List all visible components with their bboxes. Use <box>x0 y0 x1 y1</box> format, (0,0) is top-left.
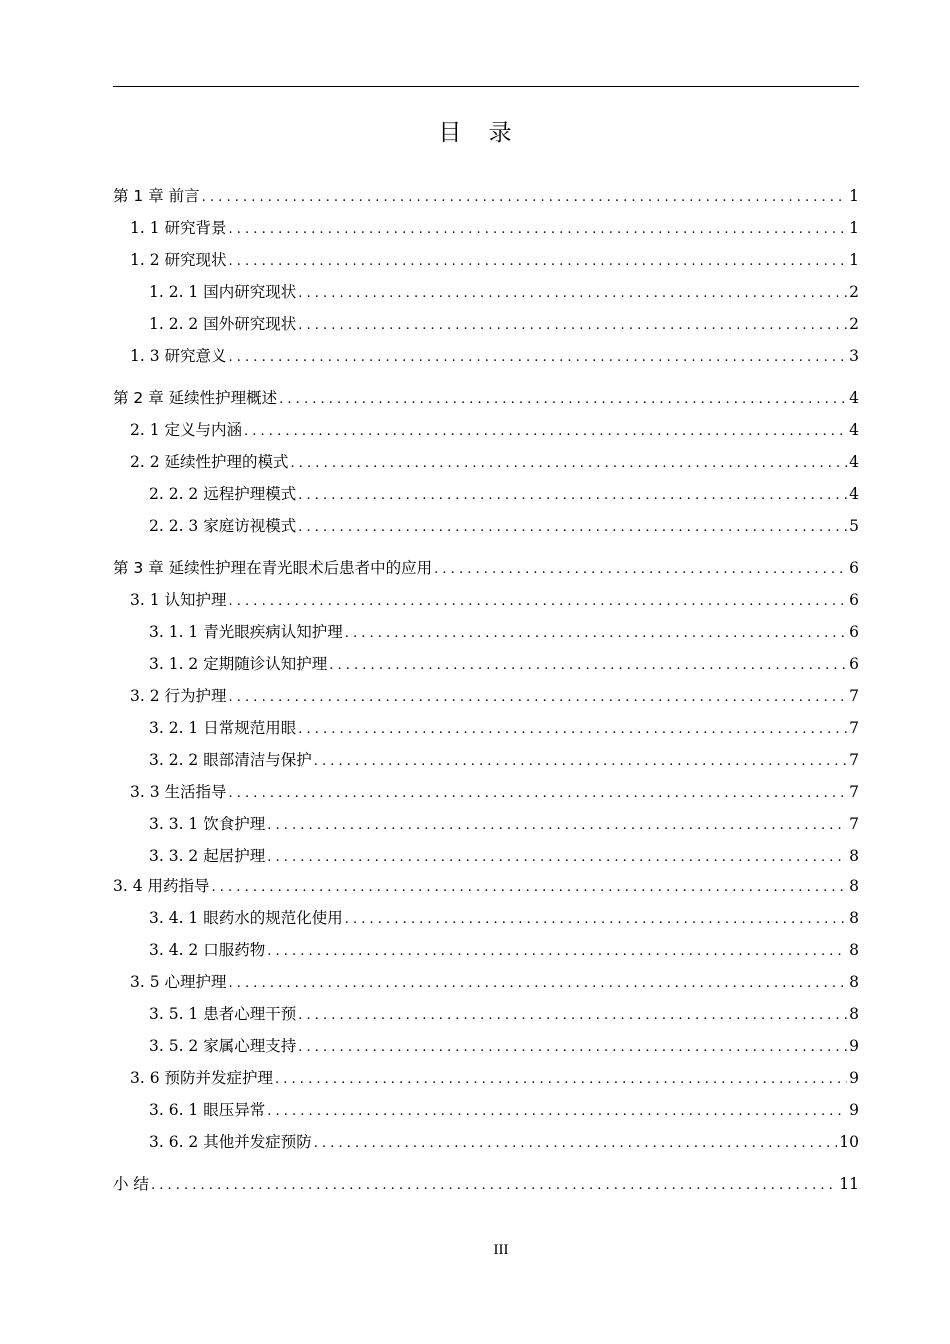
toc-entry-label: 3. 1. 1 青光眼疾病认知护理 <box>149 623 343 641</box>
toc-dot-leader <box>298 1036 847 1060</box>
toc-entry[interactable] <box>130 450 859 474</box>
toc-dot-leader <box>329 654 847 678</box>
toc-entry[interactable] <box>113 874 859 898</box>
toc-entry-page: 7 <box>849 783 859 801</box>
toc-entry-label: 3. 6 预防并发症护理 <box>130 1069 274 1087</box>
page-number: III <box>493 1242 509 1258</box>
toc-dot-leader <box>291 452 848 476</box>
toc-entry[interactable] <box>130 216 859 240</box>
toc-dot-leader <box>298 718 847 742</box>
toc-dot-leader <box>345 622 847 646</box>
toc-entry-label: 3. 4. 1 眼药水的规范化使用 <box>149 909 343 927</box>
toc-dot-leader <box>244 420 847 444</box>
toc-dot-leader <box>202 186 847 210</box>
toc-entry[interactable] <box>130 344 859 368</box>
toc-dot-leader <box>229 346 848 370</box>
toc-entry-page: 9 <box>849 1069 859 1087</box>
toc-entry-page: 10 <box>839 1133 859 1151</box>
toc-entry-label: 3. 4. 2 口服药物 <box>149 941 266 959</box>
toc-dot-leader <box>298 516 847 540</box>
toc-entry-label: 3. 1. 2 定期随诊认知护理 <box>149 655 328 673</box>
toc-entry[interactable] <box>113 1172 859 1196</box>
toc-dot-leader <box>298 1004 847 1028</box>
toc-dot-leader <box>275 1068 847 1092</box>
toc-entry-label: 1. 2. 2 国外研究现状 <box>149 315 297 333</box>
header-rule <box>113 86 859 87</box>
toc-entry-label: 2. 2. 2 远程护理模式 <box>149 485 297 503</box>
toc-entry-page: 7 <box>849 719 859 737</box>
toc-entry[interactable] <box>149 1002 859 1026</box>
toc-entry[interactable] <box>149 1130 859 1154</box>
toc-dot-leader <box>298 484 847 508</box>
toc-dot-leader <box>267 940 847 964</box>
toc-entry[interactable] <box>149 1098 859 1122</box>
toc-dot-leader <box>267 814 847 838</box>
toc-entry-label: 3. 2. 2 眼部清洁与保护 <box>149 751 312 769</box>
toc-entry[interactable] <box>149 482 859 506</box>
toc-dot-leader <box>151 1174 837 1198</box>
toc-entry[interactable] <box>130 418 859 442</box>
toc-entry-label: 3. 6. 2 其他并发症预防 <box>149 1133 312 1151</box>
toc-dot-leader <box>229 218 848 242</box>
toc-entry-page: 9 <box>849 1037 859 1055</box>
toc-entry-page: 8 <box>849 1005 859 1023</box>
toc-entry-page: 9 <box>849 1101 859 1119</box>
toc-dot-leader <box>229 686 848 710</box>
toc-dot-leader <box>298 282 847 306</box>
toc-dot-leader <box>279 388 847 412</box>
toc-dot-leader <box>229 972 848 996</box>
toc-dot-leader <box>212 876 848 900</box>
toc-entry[interactable] <box>130 588 859 612</box>
toc-entry-page: 8 <box>849 941 859 959</box>
toc-entry-label: 2. 2. 3 家庭访视模式 <box>149 517 297 535</box>
toc-dot-leader <box>314 750 847 774</box>
toc-entry[interactable] <box>130 1066 859 1090</box>
toc-dot-leader <box>298 314 847 338</box>
toc-entry-label: 3. 2. 1 日常规范用眼 <box>149 719 297 737</box>
toc-entry-page: 1 <box>849 187 859 205</box>
toc-entry-label: 第 1 章 前言 <box>113 187 200 205</box>
toc-entry-page: 7 <box>849 687 859 705</box>
toc-entry[interactable] <box>149 312 859 336</box>
toc-entry-label: 3. 5. 2 家属心理支持 <box>149 1037 297 1055</box>
toc-entry-label: 小 结 <box>113 1175 149 1193</box>
toc-entry-page: 7 <box>849 751 859 769</box>
toc-entry-label: 3. 3. 1 饮食护理 <box>149 815 266 833</box>
toc-dot-leader <box>229 590 848 614</box>
toc-dot-leader <box>267 846 847 870</box>
toc-entry-label: 1. 3 研究意义 <box>130 347 227 365</box>
toc-entry[interactable] <box>149 716 859 740</box>
toc-entry-label: 3. 5. 1 患者心理干预 <box>149 1005 297 1023</box>
toc-entry-label: 2. 1 定义与内涵 <box>130 421 243 439</box>
toc-entry-label: 1. 2 研究现状 <box>130 251 227 269</box>
toc-entry-label: 3. 1 认知护理 <box>130 591 227 609</box>
toc-entry-page: 8 <box>849 877 859 895</box>
toc-entry[interactable] <box>130 248 859 272</box>
toc-entry-label: 3. 4 用药指导 <box>113 877 210 895</box>
toc-entry-page: 1 <box>849 219 859 237</box>
toc-entry-page: 4 <box>849 485 859 503</box>
toc-entry-label: 第 2 章 延续性护理概述 <box>113 389 278 407</box>
toc-entry-page: 6 <box>849 559 859 577</box>
toc-entry-label: 3. 5 心理护理 <box>130 973 227 991</box>
page-title: 目 录 <box>438 120 522 146</box>
toc-dot-leader <box>229 782 848 806</box>
toc-entry[interactable] <box>113 386 859 410</box>
toc-entry-label: 3. 2 行为护理 <box>130 687 227 705</box>
toc-entry[interactable] <box>130 970 859 994</box>
toc-entry-page: 4 <box>849 421 859 439</box>
toc-entry-page: 6 <box>849 591 859 609</box>
toc-entry[interactable] <box>149 1034 859 1058</box>
toc-entry[interactable] <box>130 780 859 804</box>
toc-entry-label: 3. 6. 1 眼压异常 <box>149 1101 266 1119</box>
toc-entry-page: 4 <box>849 389 859 407</box>
toc-entry-page: 11 <box>839 1175 859 1193</box>
toc-entry-page: 4 <box>849 453 859 471</box>
toc-entry[interactable] <box>149 812 859 836</box>
toc-dot-leader <box>267 1100 847 1124</box>
toc-entry[interactable] <box>130 684 859 708</box>
toc-entry-label: 3. 3. 2 起居护理 <box>149 847 266 865</box>
toc-entry-page: 6 <box>849 623 859 641</box>
toc-entry-page: 7 <box>849 815 859 833</box>
toc-entry[interactable] <box>113 556 859 580</box>
toc-entry-page: 1 <box>849 251 859 269</box>
toc-entry-page: 6 <box>849 655 859 673</box>
toc-dot-leader <box>434 558 847 582</box>
toc-entry[interactable] <box>149 514 859 538</box>
toc-entry-page: 8 <box>849 909 859 927</box>
toc-entry-page: 3 <box>849 347 859 365</box>
toc-entry-label: 1. 1 研究背景 <box>130 219 227 237</box>
toc-entry-label: 3. 3 生活指导 <box>130 783 227 801</box>
toc-entry-page: 8 <box>849 847 859 865</box>
toc-entry[interactable] <box>149 280 859 304</box>
toc-entry-page: 8 <box>849 973 859 991</box>
toc-entry[interactable] <box>113 184 859 208</box>
toc-entry-label: 第 3 章 延续性护理在青光眼术后患者中的应用 <box>113 559 433 577</box>
toc-dot-leader <box>345 908 847 932</box>
toc-entry[interactable] <box>149 906 859 930</box>
toc-entry[interactable] <box>149 938 859 962</box>
toc-entry-label: 1. 2. 1 国内研究现状 <box>149 283 297 301</box>
toc-entry-page: 2 <box>849 283 859 301</box>
toc-dot-leader <box>229 250 848 274</box>
toc-entry[interactable] <box>149 652 859 676</box>
toc-entry-page: 2 <box>849 315 859 333</box>
toc-entry[interactable] <box>149 620 859 644</box>
toc-dot-leader <box>314 1132 838 1156</box>
toc-entry[interactable] <box>149 748 859 772</box>
toc-entry[interactable] <box>149 844 859 868</box>
toc-entry-label: 2. 2 延续性护理的模式 <box>130 453 289 471</box>
toc-entry-page: 5 <box>849 517 859 535</box>
